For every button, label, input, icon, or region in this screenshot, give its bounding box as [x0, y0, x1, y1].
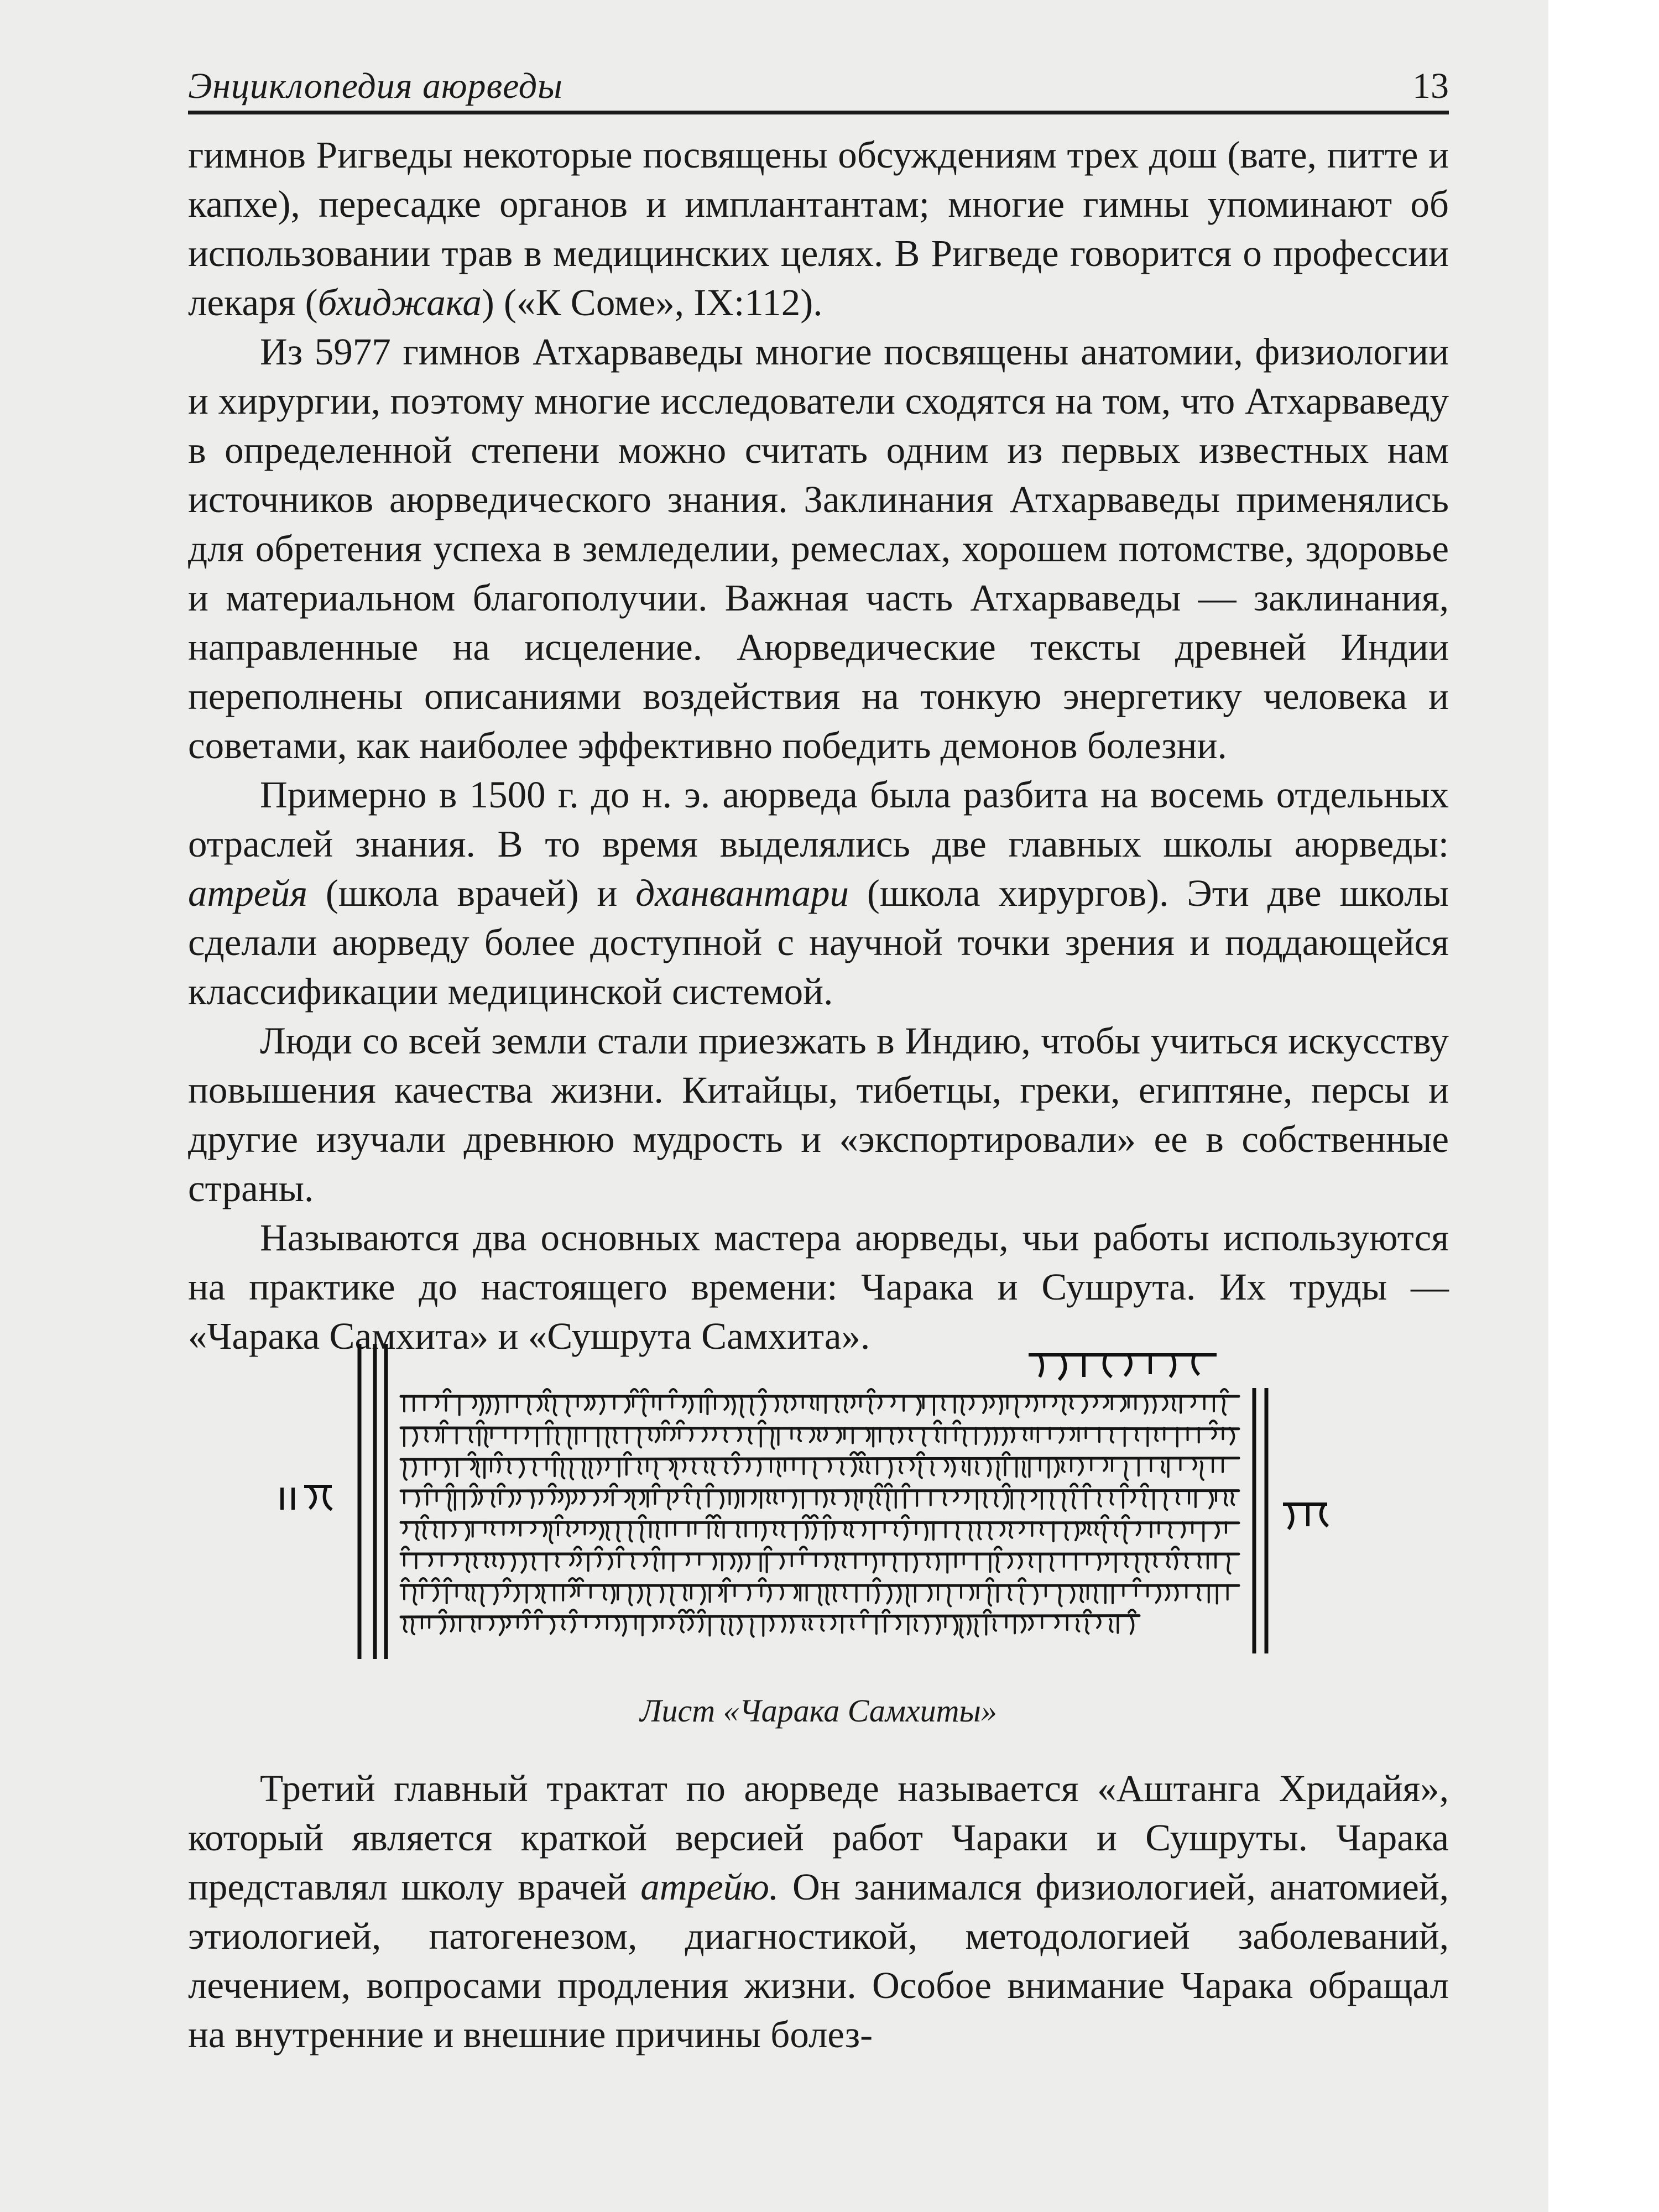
- paragraph: [188, 131, 1449, 327]
- text-run: Примерно в 1500 г. до н. э. аюрведа была разбита на восемь отдельных отраслей знания. В то время выделялись две главных школы аюрведы:: [188, 774, 1449, 865]
- text-run: Называются два основных мастера аюрведы, чьи работы используются на практике до настоящего времени: Чарака и Сушрута. Их труды — «Чарака Самхита» и «Сушрута Самхита».: [188, 1217, 1449, 1357]
- text-run: (школа врачей) и: [307, 872, 636, 914]
- body-text-bottom: [188, 1764, 1449, 2059]
- text-run: ) («К Соме», IX:112).: [481, 281, 823, 324]
- paragraph: [188, 327, 1449, 770]
- text-run: Из 5977 гимнов Атхарваведы многие посвящены анатомии, физиологии и хирургии, поэтому многие исследователи сходятся на том, что Атхарваведу в определенной степени можно считать одним из первых известных нам источников аюрведического знания. Заклинания Атхарваведы применялись для обретения успеха в земледелии, ремеслах, хорошем потомстве, здоровье и материальном благополучии. Важная часть Атхарваведы — заклинания, направленные на исцеление. Аюрведические тексты древней Индии переполнены описаниями воздействия на тонкую энергетику человека и советами, как наиболее эффективно победить демонов болезни.: [188, 331, 1449, 766]
- paragraph: [188, 1213, 1449, 1361]
- text-run: (школа хирургов). Эти две школы сделали аюрведу более доступной с научной точки зрения и поддающейся классификации медицинской системой.: [188, 872, 1449, 1013]
- script-glyph-row: [402, 1578, 1228, 1606]
- manuscript-left-border: [359, 1344, 386, 1659]
- script-glyph-row: [403, 1515, 1226, 1543]
- paragraph: [188, 1016, 1449, 1213]
- manuscript-top-mark: [1029, 1355, 1217, 1380]
- script-glyph-row: [404, 1452, 1223, 1480]
- script-glyph-row: [404, 1389, 1228, 1417]
- running-header: [188, 55, 1449, 114]
- manuscript-leaf-illustration: [276, 1344, 1355, 1670]
- italic-term: бхиджака: [317, 281, 482, 324]
- script-headline: [401, 1522, 1239, 1523]
- paragraph: [188, 770, 1449, 1016]
- page-number: 13: [1412, 66, 1449, 106]
- script-glyph-row: [402, 1547, 1230, 1573]
- figure-caption: Лист «Чарака Самхиты»: [640, 1693, 997, 1729]
- script-glyph-row: [404, 1484, 1234, 1511]
- body-text-top: [188, 131, 1449, 1361]
- text-run: гимнов Ригведы некоторые посвящены обсуждениям трех дош (вате, питте и капхе), пересадке органов и имплантантам; многие гимны упоминают об использовании трав в медицинских целях. В Ригведе говорится о профессии лекаря (: [188, 134, 1449, 324]
- italic-term: атрейя: [188, 872, 308, 914]
- text-run: Люди со всей земли стали приезжать в Индию, чтобы учиться искусству повышения качества жизни. Китайцы, тибетцы, греки, египтяне, персы и другие изучали древнюю мудрость и «экспортировали» ее в собственные страны.: [188, 1020, 1449, 1209]
- running-header-title: Энциклопедия аюрведы: [188, 66, 563, 106]
- script-glyph-row: [404, 1610, 1135, 1637]
- script-glyph-row: [404, 1421, 1234, 1449]
- text-run: Он занимался физиологией, анатомией, этиологией, патогенезом, диагностикой, методологией заболеваний, лечением, вопросами продления жизни. Особое внимание Чарака обращал на внутренние и внешние причины болез-: [188, 1866, 1449, 2056]
- italic-term: дханвантари: [635, 872, 849, 914]
- italic-term: атрейю.: [640, 1866, 779, 1908]
- text-run: Третий главный трактат по аюрведе называется «Аштанга Хридайя», который является краткой версией работ Чараки и Сушруты. Чарака представлял школу врачей: [188, 1767, 1449, 1908]
- paragraph: [188, 1764, 1449, 2059]
- manuscript-script-lines: [401, 1389, 1239, 1637]
- manuscript-right-border: [1254, 1388, 1266, 1653]
